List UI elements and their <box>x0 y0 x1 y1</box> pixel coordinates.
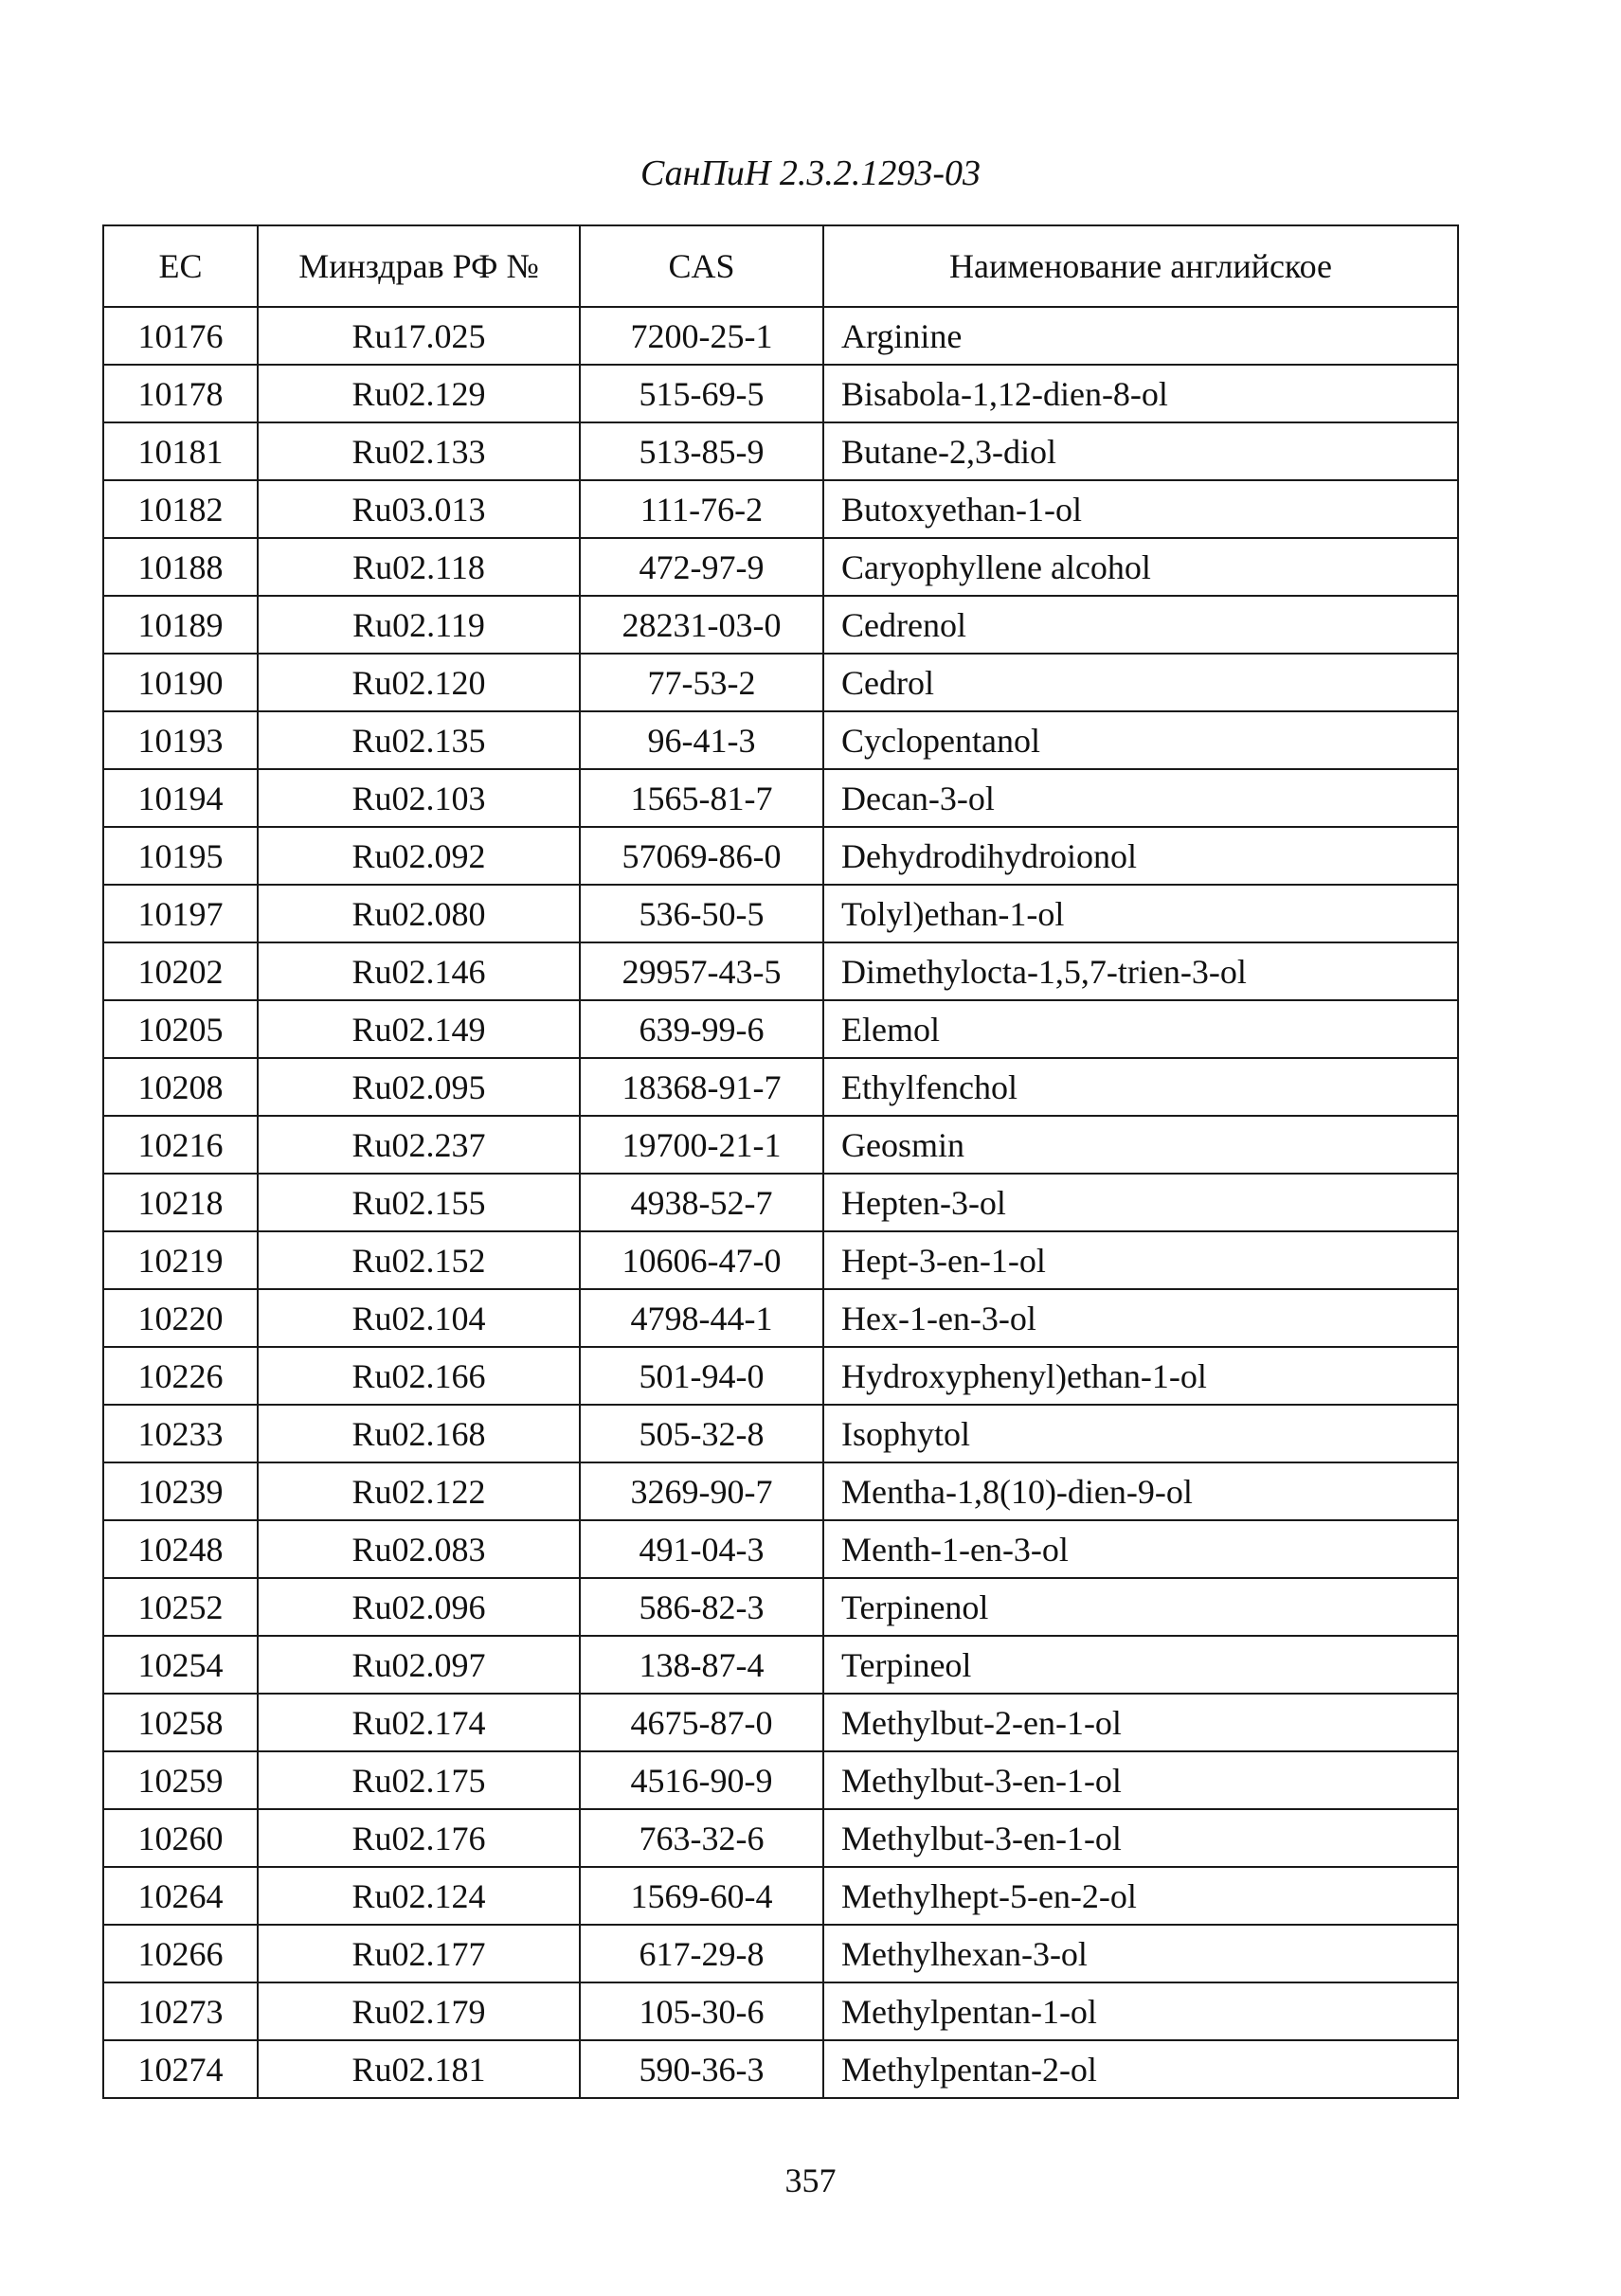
cell-english-name: Hept-3-en-1-ol <box>823 1231 1458 1289</box>
table-row <box>103 1520 1458 1578</box>
column-header-english-name: Наименование английское <box>823 225 1458 307</box>
table-row <box>103 1809 1458 1867</box>
cell-ec: 10254 <box>103 1636 258 1694</box>
cell-minzdrav-number: Ru02.092 <box>258 827 580 885</box>
cell-minzdrav-number: Ru02.119 <box>258 596 580 654</box>
cell-minzdrav-number: Ru02.103 <box>258 769 580 827</box>
cell-cas: 10606-47-0 <box>580 1231 823 1289</box>
cell-minzdrav-number: Ru02.133 <box>258 422 580 480</box>
table-row <box>103 596 1458 654</box>
cell-english-name: Hex-1-en-3-ol <box>823 1289 1458 1347</box>
cell-english-name: Methylhexan-3-ol <box>823 1925 1458 1982</box>
cell-english-name: Methylpentan-1-ol <box>823 1982 1458 2040</box>
cell-minzdrav-number: Ru02.104 <box>258 1289 580 1347</box>
cell-ec: 10258 <box>103 1694 258 1751</box>
cell-english-name: Isophytol <box>823 1405 1458 1462</box>
table-row <box>103 1174 1458 1231</box>
table-row <box>103 1231 1458 1289</box>
cell-minzdrav-number: Ru02.181 <box>258 2040 580 2098</box>
table-row <box>103 538 1458 596</box>
table-row <box>103 885 1458 942</box>
cell-ec: 10264 <box>103 1867 258 1925</box>
cell-cas: 763-32-6 <box>580 1809 823 1867</box>
cell-ec: 10178 <box>103 365 258 422</box>
cell-ec: 10220 <box>103 1289 258 1347</box>
cell-english-name: Mentha-1,8(10)-dien-9-ol <box>823 1462 1458 1520</box>
cell-cas: 617-29-8 <box>580 1925 823 1982</box>
cell-minzdrav-number: Ru02.168 <box>258 1405 580 1462</box>
cell-minzdrav-number: Ru02.135 <box>258 711 580 769</box>
cell-cas: 1569-60-4 <box>580 1867 823 1925</box>
cell-cas: 1565-81-7 <box>580 769 823 827</box>
cell-ec: 10197 <box>103 885 258 942</box>
cell-english-name: Menth-1-en-3-ol <box>823 1520 1458 1578</box>
cell-ec: 10252 <box>103 1578 258 1636</box>
cell-ec: 10205 <box>103 1000 258 1058</box>
cell-ec: 10248 <box>103 1520 258 1578</box>
cell-english-name: Butoxyethan-1-ol <box>823 480 1458 538</box>
cell-english-name: Hepten-3-ol <box>823 1174 1458 1231</box>
table-header <box>103 225 1458 307</box>
cell-english-name: Butane-2,3-diol <box>823 422 1458 480</box>
cell-cas: 57069-86-0 <box>580 827 823 885</box>
cell-english-name: Cyclopentanol <box>823 711 1458 769</box>
cell-cas: 111-76-2 <box>580 480 823 538</box>
table-row <box>103 1116 1458 1174</box>
cell-english-name: Methylhept-5-en-2-ol <box>823 1867 1458 1925</box>
cell-cas: 515-69-5 <box>580 365 823 422</box>
cell-minzdrav-number: Ru02.118 <box>258 538 580 596</box>
cell-minzdrav-number: Ru02.124 <box>258 1867 580 1925</box>
cell-cas: 4798-44-1 <box>580 1289 823 1347</box>
cell-cas: 586-82-3 <box>580 1578 823 1636</box>
cell-minzdrav-number: Ru02.083 <box>258 1520 580 1578</box>
table-row <box>103 1000 1458 1058</box>
cell-minzdrav-number: Ru02.149 <box>258 1000 580 1058</box>
cell-ec: 10195 <box>103 827 258 885</box>
cell-minzdrav-number: Ru02.120 <box>258 654 580 711</box>
cell-english-name: Dimethylocta-1,5,7-trien-3-ol <box>823 942 1458 1000</box>
cell-cas: 639-99-6 <box>580 1000 823 1058</box>
table-row <box>103 1347 1458 1405</box>
table-body <box>103 307 1458 2098</box>
table-row <box>103 654 1458 711</box>
cell-ec: 10266 <box>103 1925 258 1982</box>
cell-cas: 491-04-3 <box>580 1520 823 1578</box>
table-row <box>103 1058 1458 1116</box>
table-row <box>103 769 1458 827</box>
page-number: 357 <box>784 2161 837 2199</box>
cell-minzdrav-number: Ru02.174 <box>258 1694 580 1751</box>
cell-minzdrav-number: Ru02.080 <box>258 885 580 942</box>
cell-minzdrav-number: Ru02.146 <box>258 942 580 1000</box>
cell-minzdrav-number: Ru17.025 <box>258 307 580 365</box>
cell-cas: 28231-03-0 <box>580 596 823 654</box>
table-row <box>103 1867 1458 1925</box>
table-row <box>103 1578 1458 1636</box>
cell-ec: 10208 <box>103 1058 258 1116</box>
table-row <box>103 1982 1458 2040</box>
cell-ec: 10216 <box>103 1116 258 1174</box>
cell-cas: 18368-91-7 <box>580 1058 823 1116</box>
table-row <box>103 1925 1458 1982</box>
cell-cas: 501-94-0 <box>580 1347 823 1405</box>
cell-ec: 10182 <box>103 480 258 538</box>
cell-ec: 10176 <box>103 307 258 365</box>
cell-english-name: Methylpentan-2-ol <box>823 2040 1458 2098</box>
cell-cas: 472-97-9 <box>580 538 823 596</box>
cell-ec: 10190 <box>103 654 258 711</box>
cell-english-name: Cedrenol <box>823 596 1458 654</box>
substances-table <box>102 224 1459 2099</box>
cell-minzdrav-number: Ru03.013 <box>258 480 580 538</box>
cell-english-name: Cedrol <box>823 654 1458 711</box>
cell-ec: 10274 <box>103 2040 258 2098</box>
cell-minzdrav-number: Ru02.152 <box>258 1231 580 1289</box>
cell-ec: 10181 <box>103 422 258 480</box>
cell-ec: 10188 <box>103 538 258 596</box>
cell-english-name: Dehydrodihydroionol <box>823 827 1458 885</box>
cell-cas: 29957-43-5 <box>580 942 823 1000</box>
table-row <box>103 307 1458 365</box>
cell-cas: 513-85-9 <box>580 422 823 480</box>
cell-cas: 536-50-5 <box>580 885 823 942</box>
cell-minzdrav-number: Ru02.176 <box>258 1809 580 1867</box>
cell-minzdrav-number: Ru02.166 <box>258 1347 580 1405</box>
cell-minzdrav-number: Ru02.129 <box>258 365 580 422</box>
cell-minzdrav-number: Ru02.096 <box>258 1578 580 1636</box>
cell-english-name: Geosmin <box>823 1116 1458 1174</box>
cell-cas: 4675-87-0 <box>580 1694 823 1751</box>
cell-cas: 138-87-4 <box>580 1636 823 1694</box>
cell-minzdrav-number: Ru02.175 <box>258 1751 580 1809</box>
cell-english-name: Methylbut-2-en-1-ol <box>823 1694 1458 1751</box>
cell-minzdrav-number: Ru02.122 <box>258 1462 580 1520</box>
page-header-title: СанПиН 2.3.2.1293-03 <box>640 153 981 193</box>
table-row <box>103 1462 1458 1520</box>
cell-cas: 19700-21-1 <box>580 1116 823 1174</box>
cell-english-name: Ethylfenchol <box>823 1058 1458 1116</box>
table-row <box>103 365 1458 422</box>
cell-cas: 505-32-8 <box>580 1405 823 1462</box>
cell-english-name: Methylbut-3-en-1-ol <box>823 1751 1458 1809</box>
table-row <box>103 1405 1458 1462</box>
cell-cas: 96-41-3 <box>580 711 823 769</box>
cell-cas: 77-53-2 <box>580 654 823 711</box>
cell-ec: 10218 <box>103 1174 258 1231</box>
cell-ec: 10194 <box>103 769 258 827</box>
cell-cas: 4938-52-7 <box>580 1174 823 1231</box>
column-header-cas: CAS <box>580 225 823 307</box>
cell-english-name: Terpineol <box>823 1636 1458 1694</box>
table-row <box>103 942 1458 1000</box>
cell-english-name: Decan-3-ol <box>823 769 1458 827</box>
table-row <box>103 480 1458 538</box>
cell-english-name: Methylbut-3-en-1-ol <box>823 1809 1458 1867</box>
cell-cas: 7200-25-1 <box>580 307 823 365</box>
cell-english-name: Caryophyllene alcohol <box>823 538 1458 596</box>
cell-ec: 10273 <box>103 1982 258 2040</box>
table-row <box>103 1636 1458 1694</box>
cell-minzdrav-number: Ru02.095 <box>258 1058 580 1116</box>
table-row <box>103 1694 1458 1751</box>
cell-minzdrav-number: Ru02.177 <box>258 1925 580 1982</box>
header-row <box>103 225 1458 307</box>
table-row <box>103 1751 1458 1809</box>
cell-ec: 10259 <box>103 1751 258 1809</box>
cell-cas: 4516-90-9 <box>580 1751 823 1809</box>
cell-minzdrav-number: Ru02.179 <box>258 1982 580 2040</box>
cell-minzdrav-number: Ru02.237 <box>258 1116 580 1174</box>
cell-english-name: Terpinenol <box>823 1578 1458 1636</box>
cell-ec: 10202 <box>103 942 258 1000</box>
cell-ec: 10239 <box>103 1462 258 1520</box>
cell-ec: 10219 <box>103 1231 258 1289</box>
table-row <box>103 711 1458 769</box>
cell-ec: 10189 <box>103 596 258 654</box>
table-row <box>103 2040 1458 2098</box>
cell-cas: 105-30-6 <box>580 1982 823 2040</box>
cell-english-name: Arginine <box>823 307 1458 365</box>
cell-cas: 3269-90-7 <box>580 1462 823 1520</box>
cell-ec: 10193 <box>103 711 258 769</box>
table-row <box>103 827 1458 885</box>
cell-ec: 10260 <box>103 1809 258 1867</box>
cell-ec: 10233 <box>103 1405 258 1462</box>
cell-english-name: Hydroxyphenyl)ethan-1-ol <box>823 1347 1458 1405</box>
table-row <box>103 422 1458 480</box>
cell-english-name: Bisabola-1,12-dien-8-ol <box>823 365 1458 422</box>
cell-english-name: Elemol <box>823 1000 1458 1058</box>
cell-minzdrav-number: Ru02.097 <box>258 1636 580 1694</box>
column-header-minzdrav-number: Минздрав РФ № <box>258 225 580 307</box>
table-row <box>103 1289 1458 1347</box>
column-header-ec: EC <box>103 225 258 307</box>
cell-cas: 590-36-3 <box>580 2040 823 2098</box>
cell-english-name: Tolyl)ethan-1-ol <box>823 885 1458 942</box>
cell-minzdrav-number: Ru02.155 <box>258 1174 580 1231</box>
cell-ec: 10226 <box>103 1347 258 1405</box>
